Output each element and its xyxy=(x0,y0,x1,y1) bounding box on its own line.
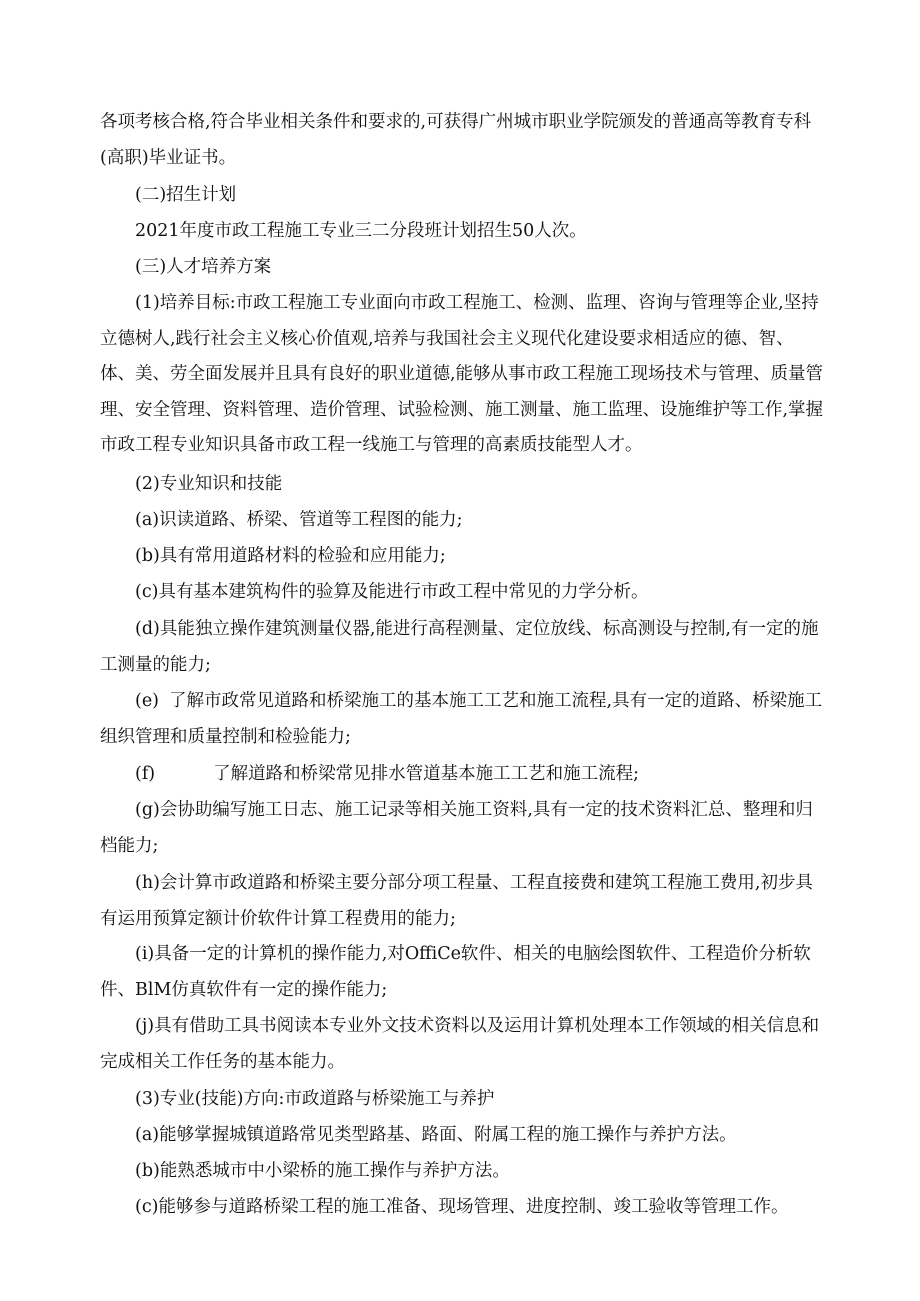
heading-enrollment-plan: (二)招生计划 xyxy=(135,185,237,205)
list-item-h-costing: (h)会计算市政道路和桥梁主要分部分项工程量、工程直接费和建筑工程施工费用,初步具有运用预算定额计价软件计算工程费用的能力; xyxy=(100,873,813,929)
heading-training-plan: (三)人才培养方案 xyxy=(135,257,272,277)
paragraph-graduation-certificate: 各项考核合格,符合毕业相关条件和要求的,可获得广州城市职业学院颁发的普通高等教育专科(高职)毕业证书。 xyxy=(100,112,812,168)
list-item-c-structural: (c)具有基本建筑构件的验算及能进行市政工程中常见的力学分析。 xyxy=(135,582,649,602)
list-label-f: (f) xyxy=(135,764,156,784)
paragraph-training-goal: (1)培养目标:市政工程施工专业面向市政工程施工、检测、监理、咨询与管理等企业,坚持立德树人,践行社会主义核心价值观,培养与我国社会主义现代化建设要求相适应的德、智、体、美、劳全面发展并且具有良好的职业道德,能够从事市政工程施工现场技术与管理、质量管理、安全管理、资料管理、造价管理、试验检测、施工测量、施工监理、设施维护等工作,掌握市政工程专业知识具备市政工程一线施工与管理的高素质技能型人才。 xyxy=(100,293,824,455)
heading-knowledge-skills: (2)专业知识和技能 xyxy=(135,474,283,494)
list-text-f: 了解道路和桥梁常见排水管道基本施工工艺和施工流程; xyxy=(213,764,640,784)
list-item-b-materials: (b)具有常用道路材料的检验和应用能力; xyxy=(135,546,446,566)
list-item-g-records: (g)会协助编写施工日志、施工记录等相关施工资料,具有一定的技术资料汇总、整理和归档能力; xyxy=(100,800,813,856)
list-text-e: 了解市政常见道路和桥梁施工的基本施工工艺和施工流程,具有一定的道路、桥梁施工组织管理和质量控制和检验能力; xyxy=(100,691,823,747)
list-item-j-foreign-docs: (j)具有借助工具书阅读本专业外文技术资料以及运用计算机处理本工作领域的相关信息和完成相关工作任务的基本能力。 xyxy=(100,1016,820,1072)
spec-item-b-bridges: (b)能熟悉城市中小梁桥的施工操作与养护方法。 xyxy=(135,1161,510,1181)
list-item-e-construction xyxy=(100,684,825,755)
spec-item-a-roads: (a)能够掌握城镇道路常见类型路基、路面、附属工程的施工操作与养护方法。 xyxy=(135,1125,737,1145)
paragraph-enrollment-count: 2021年度市政工程施工专业三二分段班计划招生50人次。 xyxy=(135,221,587,241)
list-item-f-drainage xyxy=(100,757,825,793)
list-label-e: (e) xyxy=(135,691,160,711)
list-item-i-computer: (i)具备一定的计算机的操作能力,对OffiCe软件、相关的电脑绘图软件、工程造价分析软件、BlM仿真软件有一定的操作能力; xyxy=(100,944,811,1000)
list-item-d-surveying: (d)具能独立操作建筑测量仪器,能进行高程测量、定位放线、标高测设与控制,有一定的施工测量的能力; xyxy=(100,619,819,675)
heading-specialization: (3)专业(技能)方向:市政道路与桥梁施工与养护 xyxy=(135,1089,495,1109)
list-item-a-drawings: (a)识读道路、桥梁、管道等工程图的能力; xyxy=(135,510,463,530)
spec-item-c-management: (c)能够参与道路桥梁工程的施工准备、现场管理、进度控制、竣工验收等管理工作。 xyxy=(135,1197,789,1217)
